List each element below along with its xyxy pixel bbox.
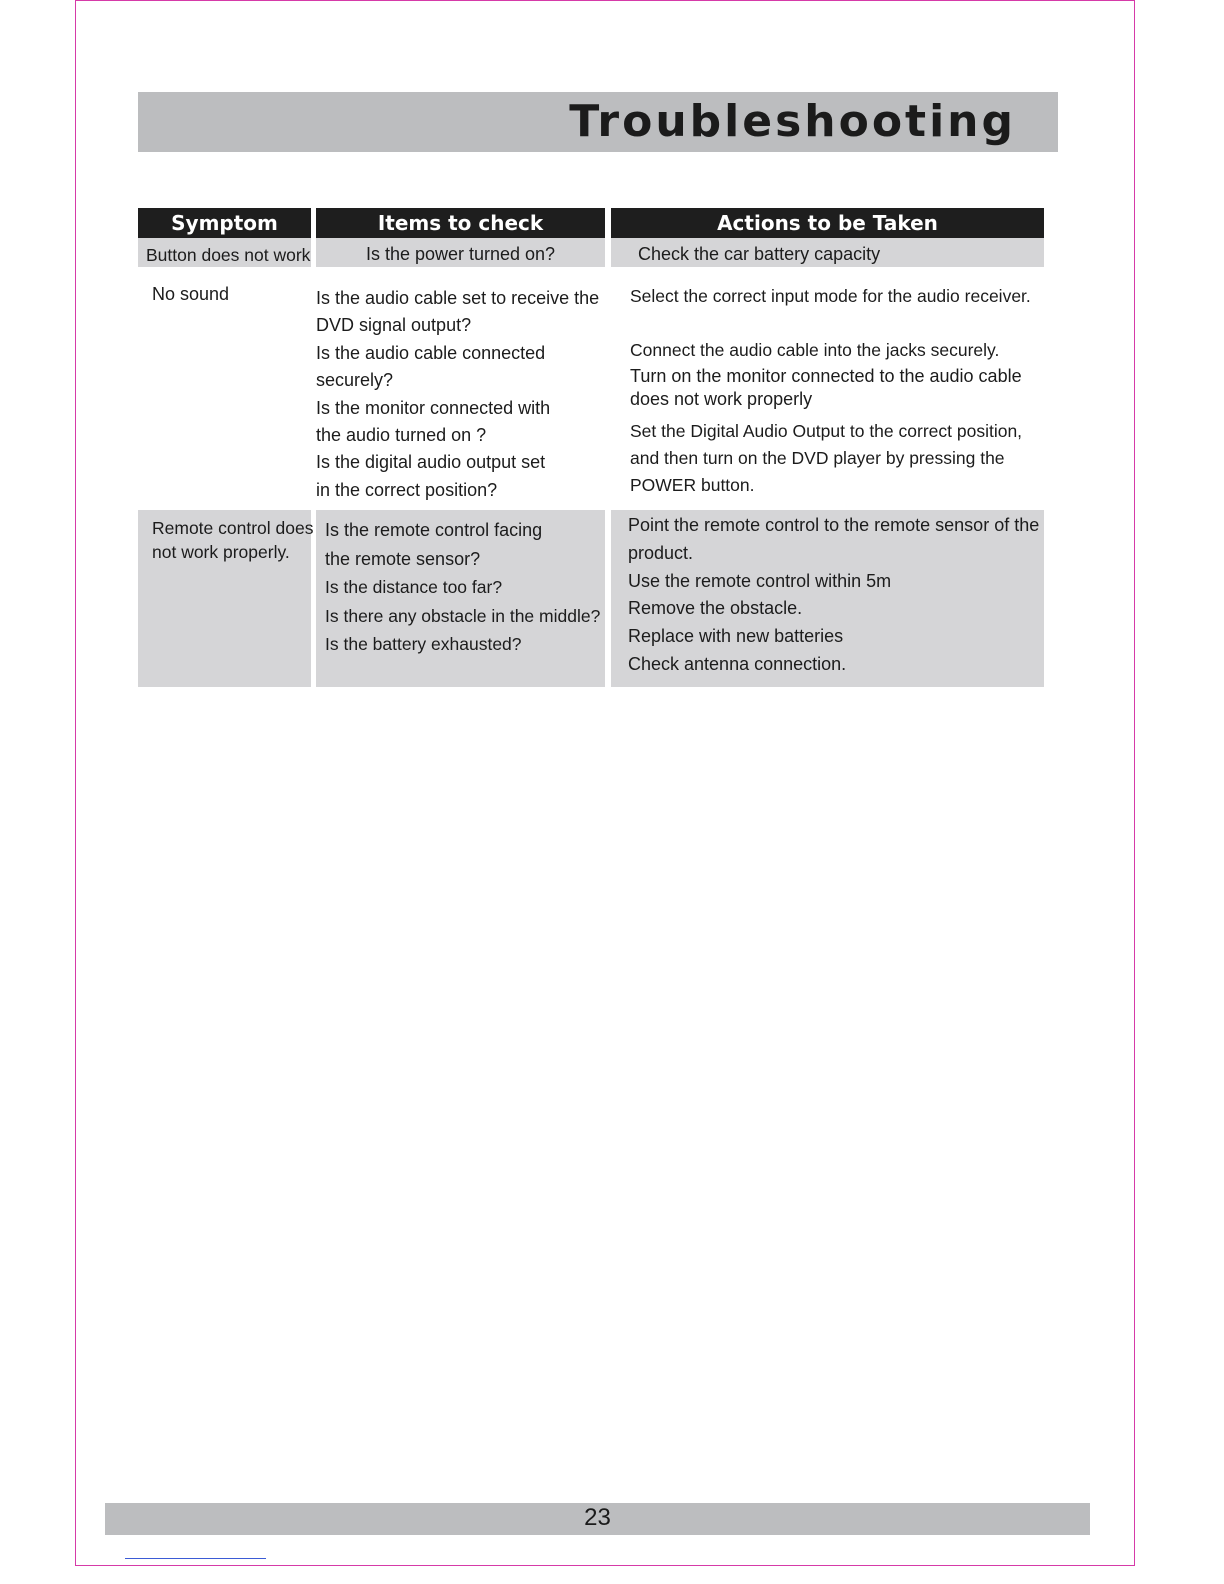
- item-line: securely?: [316, 370, 394, 391]
- action-line: Use the remote control within 5m: [628, 570, 892, 591]
- item-line: the remote sensor?: [325, 548, 481, 569]
- row3-actions: [628, 512, 1039, 679]
- row1-items: [316, 241, 605, 268]
- item-line: Is the digital audio output set: [316, 452, 546, 473]
- action-line: Turn on the monitor connected to the audio cable: [630, 366, 1022, 386]
- row1-actions: [638, 241, 880, 268]
- symptom-line: No sound: [152, 284, 230, 304]
- item-line: Is the audio cable connected: [316, 342, 546, 363]
- symptom-line: Remote control does: [152, 518, 314, 538]
- action-line: product.: [628, 542, 694, 563]
- footer-rule: [125, 1558, 266, 1559]
- action-line: Connect the audio cable into the jacks securely.: [630, 340, 1000, 360]
- item-line: DVD signal output?: [316, 315, 472, 336]
- row2-items: [316, 285, 599, 504]
- action-line: Select the correct input mode for the audio receiver.: [630, 286, 1031, 306]
- item-line: Is the audio cable set to receive the: [316, 288, 600, 308]
- item-line: Is the power turned on?: [365, 244, 556, 264]
- row1-symptom: [146, 242, 310, 269]
- symptom-line: Button does not work: [146, 245, 311, 265]
- item-line: in the correct position?: [316, 479, 498, 500]
- row2-action-3: [630, 365, 1022, 411]
- page-number: 23: [584, 1504, 611, 1531]
- action-line: Replace with new batteries: [628, 626, 844, 647]
- header-symptom: Symptom: [138, 208, 311, 238]
- action-line: Set the Digital Audio Output to the correct position,: [630, 421, 1023, 441]
- item-line: Is there any obstacle in the middle?: [325, 605, 601, 626]
- action-line: Check antenna connection.: [628, 653, 847, 674]
- action-line: Point the remote control to the remote sensor of the: [628, 515, 1040, 535]
- row2-symptom: [152, 281, 229, 308]
- item-line: Is the battery exhausted?: [325, 634, 522, 654]
- symptom-line: not work properly.: [152, 542, 290, 562]
- header-actions: Actions to be Taken: [611, 208, 1044, 238]
- title-bar: [138, 92, 1058, 152]
- action-line: POWER button.: [630, 475, 755, 495]
- page-title: Troubleshooting: [569, 96, 1016, 147]
- row3-symptom: [152, 516, 313, 564]
- action-line: and then turn on the DVD player by pressing the: [630, 448, 1005, 468]
- item-line: Is the distance too far?: [325, 577, 503, 597]
- item-line: Is the monitor connected with: [316, 397, 551, 418]
- action-line: Check the car battery capacity: [638, 244, 881, 264]
- item-line: Is the remote control facing: [325, 520, 543, 540]
- footer-bar: [105, 1503, 1090, 1535]
- row3-items: [325, 516, 600, 659]
- item-line: the audio turned on ?: [316, 425, 487, 446]
- row2-action-2: [630, 337, 999, 364]
- row2-action-4: [630, 418, 1022, 499]
- row2-action-1: [630, 283, 1031, 310]
- action-line: Remove the obstacle.: [628, 598, 803, 619]
- action-line: does not work properly: [630, 389, 813, 409]
- header-items-to-check: Items to check: [316, 208, 605, 238]
